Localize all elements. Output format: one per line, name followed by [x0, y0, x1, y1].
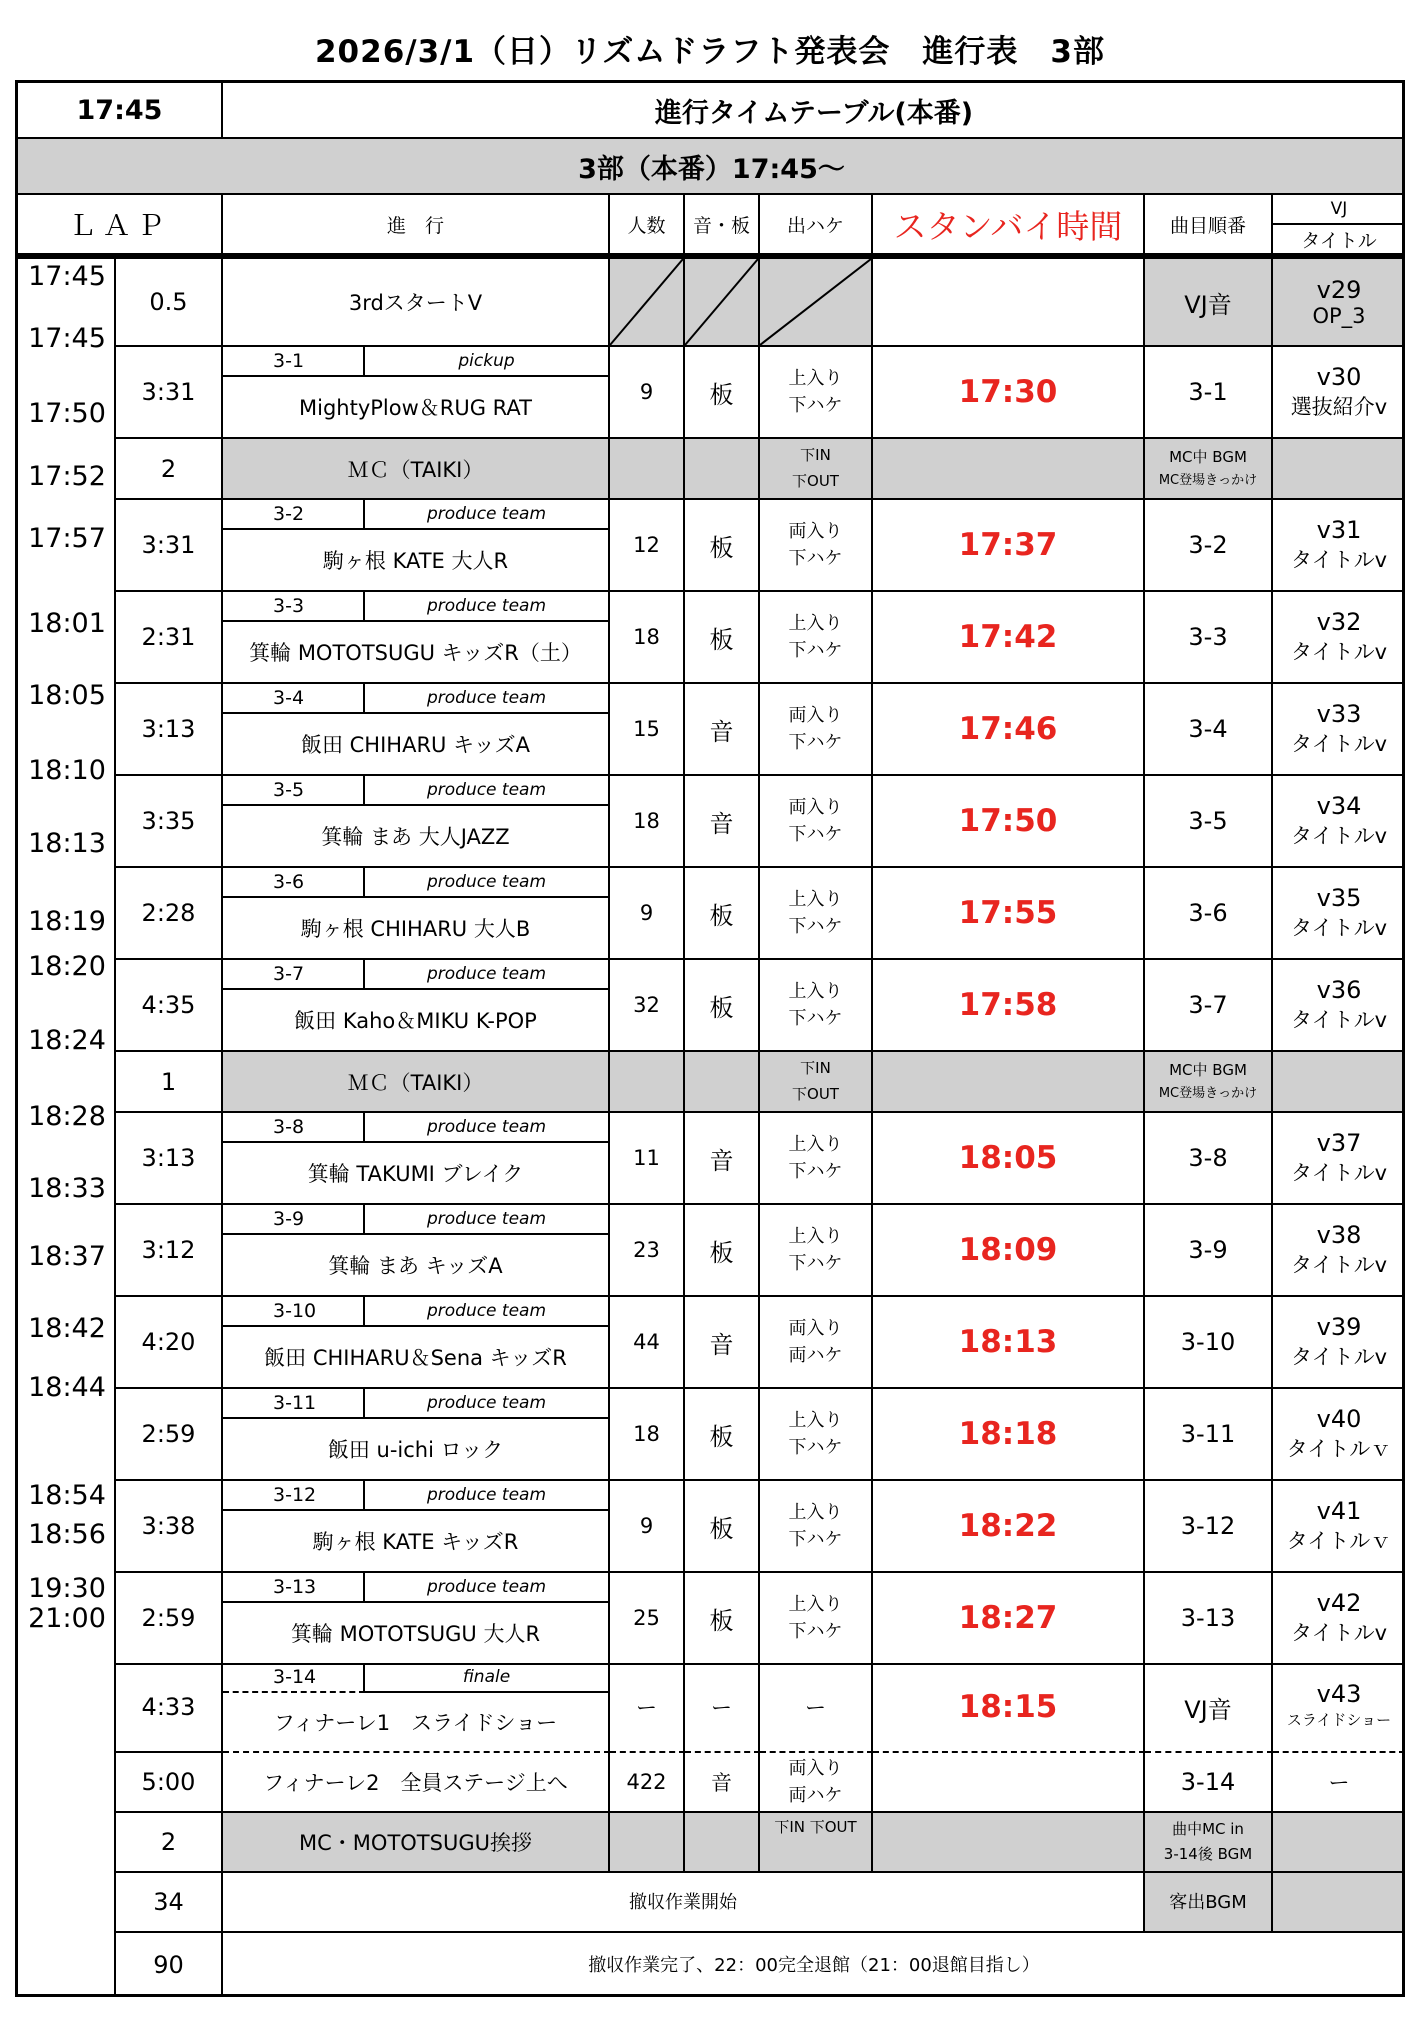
- count-cell: [610, 1052, 685, 1113]
- section-banner: 3部（本番）17:45～: [18, 139, 1405, 195]
- act-number: 3-7: [223, 960, 365, 990]
- lap-cell: 4:35: [116, 960, 223, 1052]
- vj-cell: [1273, 1813, 1405, 1873]
- standby-time: 17:30: [873, 347, 1145, 439]
- act-number: 3-13: [223, 1573, 365, 1603]
- sound-board-cell: 音: [685, 1297, 760, 1389]
- lap-cell: 2:28: [116, 868, 223, 960]
- standby-time: 17:46: [873, 684, 1145, 776]
- standby-cell: [873, 1813, 1145, 1873]
- order-note: MC登場きっかけ: [1158, 1086, 1258, 1102]
- vj-cell: [1273, 684, 1405, 776]
- entry-text: 両入り: [788, 1318, 843, 1339]
- vj-cell: [1273, 259, 1405, 347]
- order-cell: 3-8: [1145, 1113, 1273, 1205]
- entry-exit-cell: [760, 868, 873, 960]
- vj-number: v34: [1316, 792, 1362, 820]
- vj-number: v32: [1316, 608, 1362, 636]
- standby-time: 18:27: [873, 1573, 1145, 1665]
- vj-title: タイトルv: [1290, 640, 1387, 664]
- act-tag: produce team: [365, 1389, 610, 1419]
- order-cell: 3-1: [1145, 347, 1273, 439]
- entry-exit-cell: [760, 1205, 873, 1297]
- vj-cell: [1273, 1481, 1405, 1573]
- order-cell: 3-5: [1145, 776, 1273, 868]
- schedule-table: [15, 80, 1405, 1997]
- entry-exit-cell: [760, 776, 873, 868]
- act-number: 3-6: [223, 868, 365, 898]
- vj-title: タイトルv: [1290, 1345, 1387, 1369]
- lap-cell: 1: [116, 1052, 223, 1113]
- act-tag: produce team: [365, 1113, 610, 1143]
- entry-text: 上入り: [788, 1594, 843, 1615]
- vj-cell: [1273, 1873, 1405, 1933]
- header-progress: 進 行: [223, 195, 610, 255]
- vj-title: OP_3: [1312, 304, 1366, 328]
- lap-cell: 3:13: [116, 1113, 223, 1205]
- order-cell: 3-11: [1145, 1389, 1273, 1481]
- header-vj-title: タイトル: [1273, 225, 1405, 255]
- entry-text: 上入り: [788, 889, 843, 910]
- sound-board-cell: 板: [685, 592, 760, 684]
- header-lap: ＬＡＰ: [18, 195, 223, 255]
- vj-cell: [1273, 439, 1405, 500]
- lap-cell: 2:59: [116, 1389, 223, 1481]
- exit-text: 下ハケ: [788, 548, 843, 569]
- vj-title: スライドショー: [1286, 1711, 1392, 1730]
- header-standby: スタンバイ時間: [873, 195, 1145, 255]
- vj-cell: [1273, 1297, 1405, 1389]
- vj-cell: [1273, 1205, 1405, 1297]
- standby-time: 17:42: [873, 592, 1145, 684]
- time-mark: 18:05: [28, 680, 106, 711]
- vj-cell: [1273, 1663, 1405, 1753]
- time-mark: 18:28: [28, 1101, 106, 1132]
- diagonal-cell: [685, 259, 760, 347]
- entry-exit-cell: [760, 592, 873, 684]
- entry-exit-cell: [760, 347, 873, 439]
- entry-text: 両入り: [788, 797, 843, 818]
- vj-number: v41: [1316, 1497, 1362, 1525]
- program-cell: 撤収作業開始: [223, 1873, 1145, 1933]
- vj-number: v30: [1316, 363, 1362, 391]
- order-cell: 3-14: [1145, 1753, 1273, 1813]
- sound-board-cell: 音: [685, 1113, 760, 1205]
- vj-title: タイトルv: [1290, 916, 1387, 940]
- act-name: 箕輪 TAKUMI ブレイク: [223, 1143, 610, 1205]
- standby-time: 18:05: [873, 1113, 1145, 1205]
- vj-number: v35: [1316, 884, 1362, 912]
- entry-exit-cell: [760, 960, 873, 1052]
- exit-text: 下OUT: [792, 471, 839, 490]
- entry-text: 上入り: [788, 1226, 843, 1247]
- exit-text: 下ハケ: [788, 1621, 843, 1642]
- entry-exit-cell: [760, 684, 873, 776]
- vj-title: タイトルv: [1290, 1253, 1387, 1277]
- standby-time: 18:18: [873, 1389, 1145, 1481]
- count-cell: 23: [610, 1205, 685, 1297]
- order-cell: VJ音: [1145, 259, 1273, 347]
- sound-board-cell: [685, 439, 760, 500]
- act-number: 3-14: [223, 1663, 365, 1693]
- vj-cell: [1273, 1052, 1405, 1113]
- act-name: 飯田 CHIHARU キッズA: [223, 714, 610, 776]
- time-mark: 17:50: [28, 398, 106, 429]
- exit-text: 下ハケ: [788, 916, 843, 937]
- entry-text: 上入り: [788, 1410, 843, 1431]
- exit-text: 下ハケ: [788, 1253, 843, 1274]
- exit-text: 下ハケ: [788, 1161, 843, 1182]
- count-cell: 12: [610, 500, 685, 592]
- time-mark: 17:45: [28, 323, 106, 354]
- act-number: 3-3: [223, 592, 365, 622]
- standby-time: 17:37: [873, 500, 1145, 592]
- time-mark: 18:01: [28, 608, 106, 639]
- vj-title: タイトルｖ: [1286, 1437, 1392, 1461]
- entry-text: 両入り: [788, 705, 843, 726]
- vj-cell: [1273, 347, 1405, 439]
- count-cell: [610, 439, 685, 500]
- entry-exit-cell: [760, 1389, 873, 1481]
- count-cell: 9: [610, 1481, 685, 1573]
- time-mark: 17:52: [28, 461, 106, 492]
- count-cell: 18: [610, 1389, 685, 1481]
- exit-text: 下ハケ: [788, 824, 843, 845]
- act-tag: produce team: [365, 868, 610, 898]
- vj-cell: [1273, 1113, 1405, 1205]
- entry-text: 両入り: [788, 521, 843, 542]
- exit-text: 下ハケ: [788, 640, 843, 661]
- program-cell: ＭＣ（TAIKI）: [223, 439, 610, 500]
- order-cell: 3-13: [1145, 1573, 1273, 1665]
- vj-number: v31: [1316, 516, 1362, 544]
- entry-exit-cell: [760, 439, 873, 500]
- act-name: 箕輪 まあ キッズA: [223, 1235, 610, 1297]
- entry-text: 上入り: [788, 613, 843, 634]
- time-mark: 17:57: [28, 523, 106, 554]
- act-number: 3-8: [223, 1113, 365, 1143]
- act-name: フィナーレ1 スライドショー: [223, 1693, 610, 1753]
- order-note: 曲中MC in: [1172, 1819, 1244, 1838]
- vj-number: v38: [1316, 1221, 1362, 1249]
- vj-number: v42: [1316, 1589, 1362, 1617]
- order-cell: 3-9: [1145, 1205, 1273, 1297]
- time-mark: 19:30: [28, 1573, 106, 1604]
- program-cell: ＭＣ（TAIKI）: [223, 1052, 610, 1113]
- count-cell: 9: [610, 868, 685, 960]
- act-tag: produce team: [365, 1297, 610, 1327]
- entry-exit-cell: ー: [760, 1663, 873, 1753]
- program-cell: MC・MOTOTSUGU挨拶: [223, 1813, 610, 1873]
- lap-cell: 3:31: [116, 347, 223, 439]
- lap-cell: 2: [116, 1813, 223, 1873]
- count-cell: 25: [610, 1573, 685, 1665]
- exit-text: 両ハケ: [788, 1785, 843, 1806]
- act-name: 飯田 Kaho＆MIKU K-POP: [223, 990, 610, 1052]
- exit-text: 下ハケ: [788, 1008, 843, 1029]
- order-cell: [1145, 1052, 1273, 1113]
- header-vj: VJ: [1273, 195, 1405, 225]
- vj-cell: [1273, 592, 1405, 684]
- order-cell: 3-3: [1145, 592, 1273, 684]
- act-tag: produce team: [365, 776, 610, 806]
- time-mark: 18:33: [28, 1173, 106, 1204]
- act-number: 3-2: [223, 500, 365, 530]
- time-mark: 18:20: [28, 951, 106, 982]
- entry-exit-cell: [760, 1113, 873, 1205]
- count-cell: 15: [610, 684, 685, 776]
- vj-title: タイトルv: [1290, 1161, 1387, 1185]
- vj-title: 選抜紹介v: [1290, 395, 1388, 419]
- vj-cell: ー: [1273, 1753, 1405, 1813]
- sound-board-cell: [685, 1052, 760, 1113]
- standby-time: 18:09: [873, 1205, 1145, 1297]
- count-cell: [610, 1813, 685, 1873]
- standby-time: 18:22: [873, 1481, 1145, 1573]
- entry-exit-cell: [760, 1573, 873, 1665]
- sound-board-cell: 板: [685, 1389, 760, 1481]
- standby-time: 18:15: [873, 1663, 1145, 1753]
- act-tag: produce team: [365, 960, 610, 990]
- entry-exit-cell: 下IN 下OUT: [760, 1813, 873, 1873]
- standby-time: 17:50: [873, 776, 1145, 868]
- time-mark: 18:54: [28, 1480, 106, 1511]
- act-name: 駒ヶ根 KATE キッズR: [223, 1511, 610, 1573]
- exit-text: 下ハケ: [788, 1529, 843, 1550]
- sound-board-cell: 音: [685, 684, 760, 776]
- entry-exit-cell: [760, 1481, 873, 1573]
- entry-exit-cell: [760, 1297, 873, 1389]
- order-cell: [1145, 439, 1273, 500]
- time-mark: 21:00: [28, 1603, 106, 1634]
- act-tag: produce team: [365, 684, 610, 714]
- sound-board-cell: 板: [685, 347, 760, 439]
- lap-cell: 3:38: [116, 1481, 223, 1573]
- vj-cell: [1273, 776, 1405, 868]
- order-cell: 3-7: [1145, 960, 1273, 1052]
- act-number: 3-11: [223, 1389, 365, 1419]
- entry-text: 上入り: [788, 1134, 843, 1155]
- entry-text: 両入り: [788, 1758, 843, 1779]
- table-title: 進行タイムテーブル(本番): [223, 83, 1405, 139]
- header-sound-board: 音・板: [685, 195, 760, 255]
- standby-cell: [873, 439, 1145, 500]
- diagonal-cell: [610, 259, 685, 347]
- vj-title: タイトルv: [1290, 1621, 1387, 1645]
- lap-cell: 5:00: [116, 1753, 223, 1813]
- count-cell: 44: [610, 1297, 685, 1389]
- act-number: 3-4: [223, 684, 365, 714]
- vj-cell: [1273, 500, 1405, 592]
- act-name: MightyPlow＆RUG RAT: [223, 377, 610, 439]
- start-time-cell: 17:45: [18, 83, 223, 139]
- vj-cell: [1273, 960, 1405, 1052]
- order-cell: 3-6: [1145, 868, 1273, 960]
- entry-text: 上入り: [788, 368, 843, 389]
- lap-cell: 2:31: [116, 592, 223, 684]
- time-mark: 18:10: [28, 755, 106, 786]
- lap-cell: 34: [116, 1873, 223, 1933]
- order-cell: 3-4: [1145, 684, 1273, 776]
- vj-number: v43: [1316, 1680, 1362, 1709]
- lap-cell: 3:35: [116, 776, 223, 868]
- vj-cell: [1273, 868, 1405, 960]
- time-mark: 18:24: [28, 1025, 106, 1056]
- count-cell: 32: [610, 960, 685, 1052]
- order-cell: 3-10: [1145, 1297, 1273, 1389]
- sound-board-cell: 板: [685, 1205, 760, 1297]
- act-name: 飯田 u-ichi ロック: [223, 1419, 610, 1481]
- vj-cell: [1273, 1573, 1405, 1665]
- lap-cell: 90: [116, 1933, 223, 1997]
- sound-board-cell: [685, 1813, 760, 1873]
- act-tag: produce team: [365, 1573, 610, 1603]
- act-tag: produce team: [365, 1481, 610, 1511]
- order-note: MC中 BGM: [1169, 1060, 1247, 1079]
- act-name: フィナーレ2 全員ステージ上へ: [223, 1753, 610, 1813]
- count-cell: 9: [610, 347, 685, 439]
- count-cell: 18: [610, 776, 685, 868]
- vj-number: v36: [1316, 976, 1362, 1004]
- act-number: 3-10: [223, 1297, 365, 1327]
- standby-time: 18:13: [873, 1297, 1145, 1389]
- entry-text: 下IN: [800, 1059, 831, 1077]
- header-entry-exit: 出ハケ: [760, 195, 873, 255]
- vj-title: タイトルv: [1290, 824, 1387, 848]
- time-mark: 18:56: [28, 1519, 106, 1550]
- vj-title: タイトルv: [1290, 732, 1387, 756]
- act-name: 箕輪 まあ 大人JAZZ: [223, 806, 610, 868]
- entry-text: 上入り: [788, 1502, 843, 1523]
- act-name: 箕輪 MOTOTSUGU 大人R: [223, 1603, 610, 1665]
- sound-board-cell: 音: [685, 776, 760, 868]
- entry-exit-cell: [760, 1052, 873, 1113]
- sound-board-cell: 板: [685, 500, 760, 592]
- lap-cell: 2:59: [116, 1573, 223, 1665]
- vj-title: タイトルｖ: [1286, 1529, 1392, 1553]
- vj-title: タイトルv: [1290, 548, 1387, 572]
- act-number: 3-1: [223, 347, 365, 377]
- order-cell: VJ音: [1145, 1663, 1273, 1753]
- exit-text: 下ハケ: [788, 395, 843, 416]
- time-mark: 18:42: [28, 1313, 106, 1344]
- vj-number: v33: [1316, 700, 1362, 728]
- lap-cell: 3:12: [116, 1205, 223, 1297]
- time-mark: 18:37: [28, 1241, 106, 1272]
- page-title: 2026/3/1（日）リズムドラフト発表会 進行表 3部: [314, 34, 1105, 70]
- order-cell: 客出BGM: [1145, 1873, 1273, 1933]
- act-tag: produce team: [365, 1205, 610, 1235]
- entry-text: 上入り: [788, 981, 843, 1002]
- program-cell: 撤収作業完了、22：00完全退館（21：00退館目指し）: [588, 1954, 1040, 1976]
- order-note: 3-14後 BGM: [1163, 1845, 1253, 1863]
- sound-board-cell: ー: [685, 1663, 760, 1753]
- exit-text: 下OUT: [792, 1084, 839, 1103]
- entry-text: 下IN: [800, 446, 831, 464]
- time-mark: 17:45: [28, 261, 106, 292]
- lap-cell: 4:33: [116, 1663, 223, 1753]
- order-cell: [1145, 1813, 1273, 1873]
- standby-cell: [873, 259, 1145, 347]
- lap-cell: 3:31: [116, 500, 223, 592]
- standby-time: 17:55: [873, 868, 1145, 960]
- lap-cell: 3:13: [116, 684, 223, 776]
- exit-text: 両ハケ: [788, 1345, 843, 1366]
- vj-number: v29: [1316, 276, 1362, 304]
- act-number: 3-9: [223, 1205, 365, 1235]
- act-tag: produce team: [365, 500, 610, 530]
- lap-cell: 0.5: [116, 259, 223, 347]
- exit-text: 下ハケ: [788, 732, 843, 753]
- act-name: 駒ヶ根 CHIHARU 大人B: [223, 898, 610, 960]
- entry-exit-cell: [760, 1753, 873, 1813]
- vj-number: v39: [1316, 1313, 1362, 1341]
- act-number: 3-5: [223, 776, 365, 806]
- act-tag: pickup: [365, 347, 610, 377]
- sound-board-cell: 板: [685, 1481, 760, 1573]
- standby-cell: [873, 1753, 1145, 1813]
- diagonal-cell: [760, 259, 873, 347]
- act-tag: finale: [365, 1663, 610, 1693]
- sound-board-cell: 音: [685, 1753, 760, 1813]
- act-name: 駒ヶ根 KATE 大人R: [223, 530, 610, 592]
- act-tag: produce team: [365, 592, 610, 622]
- vj-number: v40: [1316, 1405, 1362, 1433]
- sound-board-cell: 板: [685, 1573, 760, 1665]
- time-mark: 18:44: [28, 1372, 106, 1403]
- entry-exit-cell: [760, 500, 873, 592]
- sound-board-cell: 板: [685, 960, 760, 1052]
- vj-title: タイトルv: [1290, 1008, 1387, 1032]
- order-note: MC登場きっかけ: [1158, 473, 1258, 489]
- order-note: MC中 BGM: [1169, 447, 1247, 466]
- lap-cell: 4:20: [116, 1297, 223, 1389]
- count-cell: ー: [610, 1663, 685, 1753]
- count-cell: 11: [610, 1113, 685, 1205]
- order-cell: 3-2: [1145, 500, 1273, 592]
- standby-time: 17:58: [873, 960, 1145, 1052]
- time-mark: 18:19: [28, 906, 106, 937]
- count-cell: 422: [610, 1753, 685, 1813]
- header-count: 人数: [610, 195, 685, 255]
- time-mark: 18:13: [28, 828, 106, 859]
- lap-cell: 2: [116, 439, 223, 500]
- count-cell: 18: [610, 592, 685, 684]
- act-name: 箕輪 MOTOTSUGU キッズR（土）: [223, 622, 610, 684]
- vj-cell: [1273, 1389, 1405, 1481]
- act-name: 飯田 CHIHARU＆Sena キッズR: [223, 1327, 610, 1389]
- standby-cell: [873, 1052, 1145, 1113]
- program-cell: 3rdスタートV: [223, 259, 610, 347]
- act-number: 3-12: [223, 1481, 365, 1511]
- sound-board-cell: 板: [685, 868, 760, 960]
- vj-number: v37: [1316, 1129, 1362, 1157]
- header-order: 曲目順番: [1145, 195, 1273, 255]
- exit-text: 下ハケ: [788, 1437, 843, 1458]
- order-cell: 3-12: [1145, 1481, 1273, 1573]
